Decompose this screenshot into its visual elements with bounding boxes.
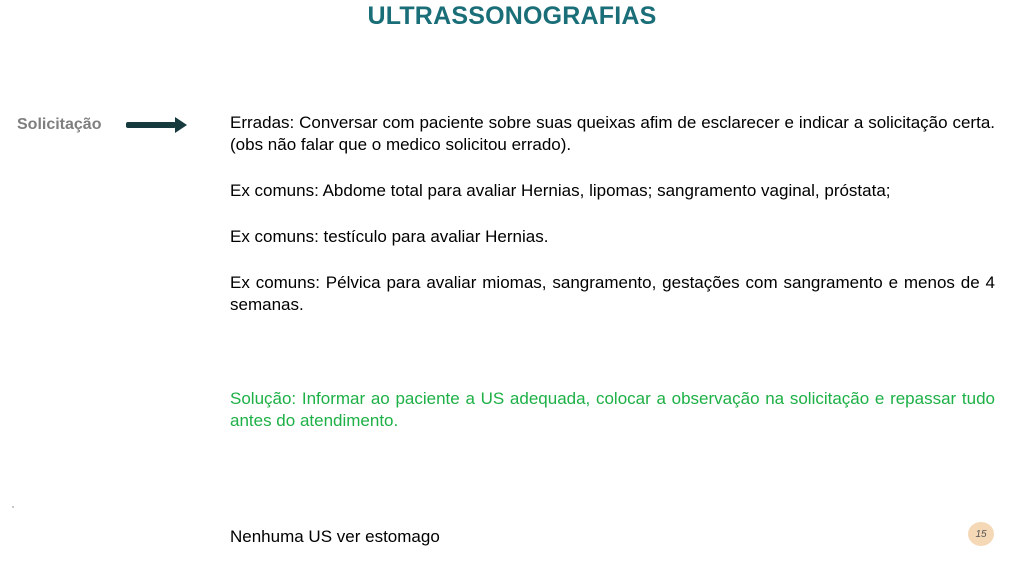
solution-text: Solução: Informar ao paciente a US adequada, colocar a observação na solicitação e repassar tudo antes do atendimento. <box>230 389 995 430</box>
paragraph-example-testiculo: Ex comuns: testículo para avaliar Hernias. <box>230 227 549 246</box>
paragraph-example-pelvica: Ex comuns: Pélvica para avaliar miomas, sangramento, gestações com sangramento e menos de 4 semanas. <box>230 273 995 314</box>
page-number-badge <box>968 522 994 546</box>
right-arrow-icon <box>126 116 188 134</box>
bottom-note: Nenhuma US ver estomago <box>230 527 440 546</box>
paragraph-example-abdome: Ex comuns: Abdome total para avaliar Hernias, lipomas; sangramento vaginal, próstata; <box>230 181 891 200</box>
content-block <box>230 112 995 340</box>
side-label: Solicitação <box>17 116 102 133</box>
paragraph-erradas: Erradas: Conversar com paciente sobre suas queixas afim de esclarecer e indicar a solicitação certa. (obs não falar que o medico solicitou errado). <box>230 113 995 154</box>
page-number: 15 <box>975 528 987 540</box>
slide-title: ULTRASSONOGRAFIAS <box>367 2 657 30</box>
decorative-dot <box>12 506 14 508</box>
